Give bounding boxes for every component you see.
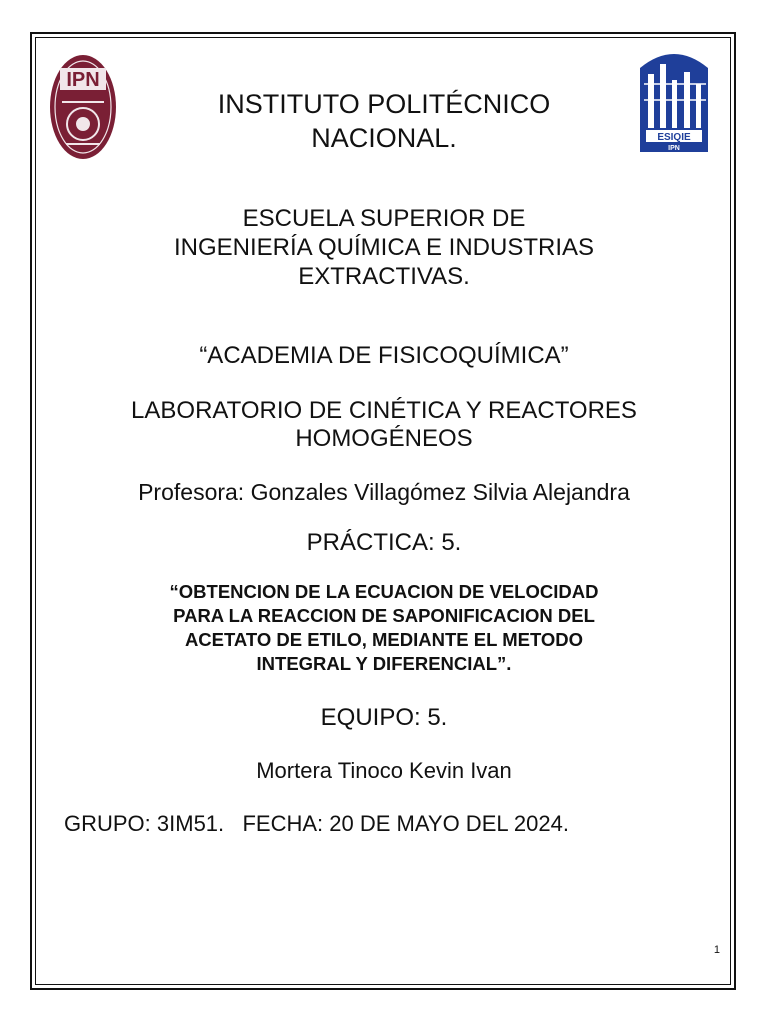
institute-title-line1: INSTITUTO POLITÉCNICO [217,89,551,119]
practice-title-line2: PARA LA REACCION DE SAPONIFICACION DEL [173,605,595,626]
school-line2: INGENIERÍA QUÍMICA E INDUSTRIAS [173,234,595,261]
institute-title-line2: NACIONAL. [311,123,457,153]
practice-title-line3: ACETATO DE ETILO, MEDIANTE EL METODO [184,629,584,650]
page-number: 1 [713,944,720,956]
school-line1: ESCUELA SUPERIOR DE [242,205,526,232]
team-number: EQUIPO: 5. [320,704,448,731]
academy-name: “ACADEMIA DE FISICOQUÍMICA” [199,342,569,369]
ipn-logo-text: IPN [66,69,100,91]
professor-name: Profesora: Gonzales Villagómez Silvia Alejandra [138,479,630,505]
esiqie-logo-text: ESIQIE [657,132,691,143]
lab-line1: LABORATORIO DE CINÉTICA Y REACTORES [131,397,637,424]
practice-title-line1: “OBTENCION DE LA ECUACION DE VELOCIDAD [169,581,599,602]
practice-number: PRÁCTICA: 5. [306,529,462,556]
page-border-inner [35,37,731,985]
practice-title-line4: INTEGRAL Y DIFERENCIAL”. [256,653,512,674]
lab-line2: HOMOGÉNEOS [295,425,473,452]
group-and-date: GRUPO: 3IM51. FECHA: 20 DE MAYO DEL 2024. [64,811,569,836]
school-line3: EXTRACTIVAS. [298,263,470,290]
esiqie-logo-subtext: IPN [668,145,680,152]
student-name: Mortera Tinoco Kevin Ivan [256,758,512,783]
